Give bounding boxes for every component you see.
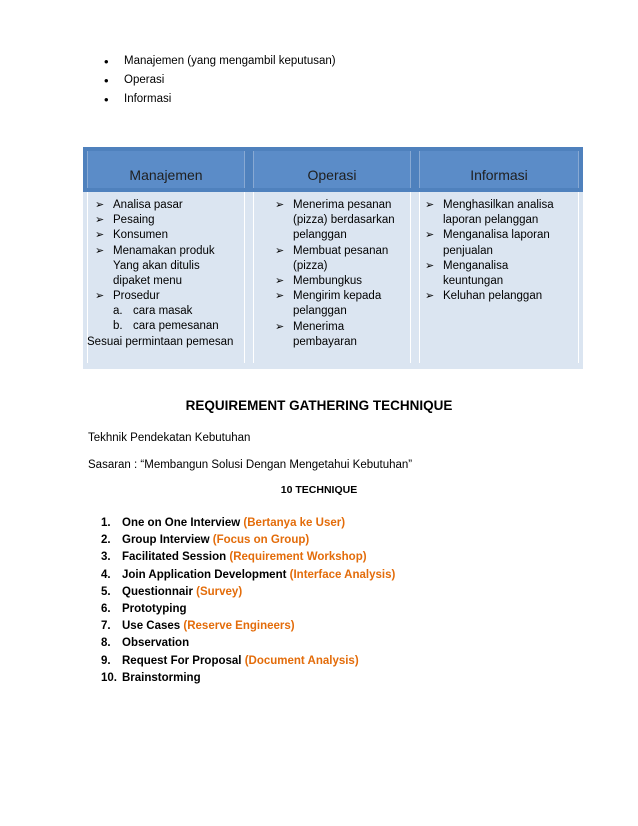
technique-item: 7. Use Cases (Reserve Engineers) (101, 620, 295, 633)
arrow-bullet-icon: ➢ (95, 290, 105, 303)
intro-bullet-text: Manajemen (yang mengambil keputusan) (124, 55, 336, 67)
list-item: ➢ Keluhan pelanggan (425, 289, 554, 304)
technique-item: 2. Group Interview (Focus on Group) (101, 534, 310, 547)
section-line-1: Tekhnik Pendekatan Kebutuhan (88, 432, 251, 444)
list-item: ➢ Konsumen (95, 228, 215, 243)
arrow-bullet-icon: ➢ (275, 244, 285, 257)
arrow-bullet-icon: ➢ (275, 320, 285, 333)
list-item-continuation: (pizza) (293, 259, 328, 272)
technique-item: 9. Request For Proposal (Document Analysis) (101, 654, 359, 667)
system-table (83, 147, 583, 369)
arrow-bullet-icon: ➢ (95, 229, 105, 242)
technique-item: 4. Join Application Development (Interface Analysis) (101, 568, 396, 581)
cell-manajemen (83, 192, 249, 369)
header-label: Manajemen (129, 167, 203, 183)
list-item: ➢ Menerima pesanan (275, 198, 395, 213)
technique-item: 5. Questionnair (Survey) (101, 585, 243, 598)
table-body-row (83, 192, 583, 369)
list-item: ➢ Menghasilkan analisa (425, 198, 554, 213)
manajemen-note: Sesuai permintaan pemesan (87, 336, 234, 348)
list-item: ➢ Membuat pesanan (275, 244, 395, 259)
arrow-bullet-icon: ➢ (425, 199, 435, 211)
sub-list-item: a. cara masak (113, 305, 193, 317)
intro-bullet-item (100, 52, 336, 71)
list-item-continuation: keuntungan (443, 275, 504, 288)
intro-bullet-text: Operasi (124, 74, 165, 86)
section-line-2: Sasaran : “Membangun Solusi Dengan Mengetahui Kebutuhan” (88, 459, 413, 471)
list-item-continuation: pelanggan (293, 305, 347, 318)
list-item-continuation: (pizza) berdasarkan (293, 214, 395, 227)
arrow-bullet-icon: ➢ (95, 199, 105, 211)
technique-item: 10. Brainstorming (101, 671, 201, 684)
list-item-continuation: pelanggan (293, 229, 347, 242)
arrow-bullet-icon: ➢ (425, 259, 435, 272)
list-item: ➢ Menamakan produk (95, 244, 215, 259)
technique-item: 8. Observation (101, 637, 190, 650)
header-cell-manajemen (83, 147, 249, 192)
technique-item: 6. Prototyping (101, 602, 187, 615)
prosedur-sublist (113, 304, 219, 334)
list-item-continuation: Yang akan ditulis (113, 259, 200, 272)
arrow-bullet-icon: ➢ (425, 290, 435, 303)
technique-list (101, 515, 395, 687)
list-item: ➢ Menerima (275, 320, 395, 335)
arrow-bullet-icon: ➢ (275, 275, 285, 288)
list-item-continuation: penjualan (443, 244, 493, 257)
arrow-bullet-icon: ➢ (275, 199, 285, 211)
header-cell-operasi (249, 147, 415, 192)
arrow-bullet-icon: ➢ (95, 214, 105, 227)
technique-subtitle: 10 TECHNIQUE (280, 484, 358, 496)
intro-bullet-text: Informasi (124, 93, 172, 105)
sub-list-item: b. cara pemesanan (113, 320, 219, 333)
cell-operasi (249, 192, 415, 369)
header-label: Informasi (470, 167, 528, 183)
technique-item: 1. One on One Interview (Bertanya ke User) (101, 517, 346, 529)
list-item-continuation: dipaket menu (113, 275, 183, 288)
header-cell-informasi (415, 147, 583, 192)
list-item: ➢ Pesaing (95, 213, 215, 228)
technique-item: 3. Facilitated Session (Requirement Workshop) (101, 551, 367, 564)
arrow-bullet-icon: ➢ (95, 244, 105, 257)
arrow-bullet-icon: ➢ (425, 229, 435, 242)
list-item: ➢ Prosedur (95, 289, 215, 304)
list-item: ➢ Menganalisa laporan (425, 228, 554, 243)
arrow-bullet-icon: ➢ (275, 290, 285, 303)
cell-informasi (415, 192, 583, 369)
list-item: ➢ Analisa pasar (95, 198, 215, 213)
header-label: Operasi (307, 167, 357, 183)
intro-bullet-item (100, 71, 336, 90)
intro-bullet-item (100, 90, 336, 109)
list-item-continuation: pembayaran (293, 335, 357, 348)
operasi-list (275, 198, 395, 350)
informasi-list (425, 198, 554, 304)
manajemen-list (95, 198, 215, 304)
intro-bullet-list (100, 52, 336, 109)
section-title: REQUIREMENT GATHERING TECHNIQUE (185, 398, 453, 413)
list-item: ➢ Mengirim kepada (275, 289, 395, 304)
list-item-continuation: laporan pelanggan (443, 214, 539, 227)
table-header-row (83, 147, 583, 192)
list-item: ➢ Membungkus (275, 274, 395, 289)
list-item: ➢ Menganalisa (425, 259, 554, 274)
